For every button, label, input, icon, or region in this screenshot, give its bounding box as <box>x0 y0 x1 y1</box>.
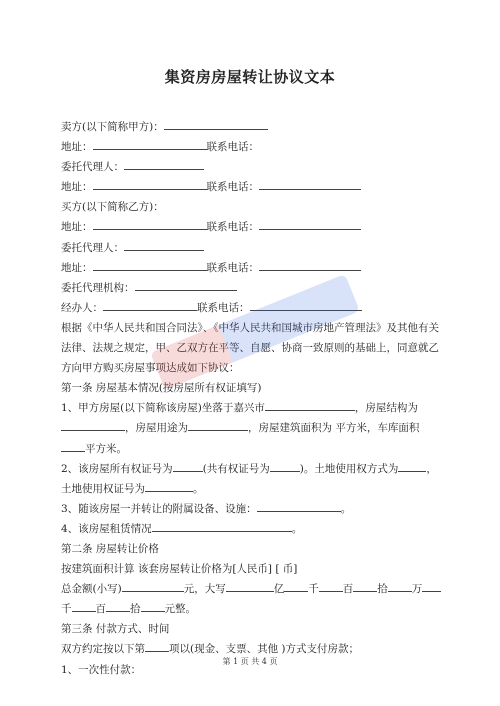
price-basis-line: 按建筑面积计算 该套房屋转让价格为[人民币] [ 币] <box>61 563 298 576</box>
blank[interactable] <box>270 460 300 472</box>
item-3: 3、随该房屋一并转让的附属设备、设施： 。 <box>61 499 441 519</box>
blank[interactable] <box>250 299 362 311</box>
article-2-heading: 第二条 房屋转让价格 <box>61 542 159 555</box>
blank[interactable] <box>422 580 441 592</box>
handler-line: 经办人： 联系电话： <box>61 298 441 318</box>
blank[interactable] <box>122 580 184 592</box>
blank[interactable] <box>257 500 341 512</box>
blank[interactable] <box>106 600 130 612</box>
blank[interactable] <box>141 600 165 612</box>
seller-line: 卖方(以下简称甲方)： <box>61 117 441 137</box>
total-amount-line: 总金额(小写) 元，大写 亿 千 百 拾 万 <box>61 579 441 599</box>
seller-blank[interactable] <box>164 118 268 130</box>
amount-words-line: 千 百 拾 元整。 <box>61 599 441 619</box>
seller-agent-address-line: 地址： 联系电话： <box>61 177 441 197</box>
item-4: 4、该房屋租赁情况 。 <box>61 519 441 539</box>
blank[interactable] <box>173 460 203 472</box>
blank[interactable] <box>61 419 97 431</box>
blank[interactable] <box>93 178 207 190</box>
blank[interactable] <box>388 580 412 592</box>
blank[interactable] <box>259 178 361 190</box>
blank[interactable] <box>265 399 355 411</box>
blank[interactable] <box>259 259 361 271</box>
preamble-paragraph: 根据《中华人民共和国合同法》、《中华人民共和国城市房地产管理法》及其他有关法律、法规之规定，甲、乙双方在平等、自愿、协商一致原则的基础上，同意就乙方向甲方购买房屋事项达成如下协议： <box>61 321 439 375</box>
lump-sum-line: 1、一次性付款： <box>61 663 142 676</box>
article-1-heading: 第一条 房屋基本情况(按房屋所有权证填写) <box>61 382 262 395</box>
blank[interactable] <box>188 419 248 431</box>
document-body <box>61 117 441 680</box>
blank[interactable] <box>152 520 292 532</box>
article-3-heading: 第三条 付款方式、时间 <box>61 623 170 636</box>
blank[interactable] <box>259 218 361 230</box>
blank[interactable] <box>124 239 204 251</box>
blank[interactable] <box>226 580 274 592</box>
blank[interactable] <box>145 480 193 492</box>
blank[interactable] <box>353 580 377 592</box>
page-footer: 第 1 页 共 4 页 <box>222 657 278 666</box>
blank[interactable] <box>145 640 169 652</box>
document-title: 集资房房屋转让协议文本 <box>164 68 336 86</box>
blank[interactable] <box>93 138 207 150</box>
payment-method-line: 双方约定按以下第 项以(现金、支票、其他 )方式支付房款； <box>61 639 441 659</box>
blank[interactable] <box>103 299 197 311</box>
blank[interactable] <box>319 580 343 592</box>
agency-line: 委托代理机构： <box>61 278 441 298</box>
blank[interactable] <box>72 600 96 612</box>
blank[interactable] <box>93 218 207 230</box>
blank[interactable] <box>61 440 85 452</box>
blank[interactable] <box>284 580 308 592</box>
blank[interactable] <box>97 419 125 431</box>
buyer-address-line: 地址： 联系电话： <box>61 217 441 237</box>
buyer-agent-address-line: 地址： 联系电话： <box>61 258 441 278</box>
buyer-line: 买方(以下简称乙方)： <box>61 201 164 214</box>
item-1: 1、甲方房屋(以下简称该房屋)坐落于嘉兴市 ，房屋结构为，房屋用途为 ，房屋建筑面积为 平方米，车库面积平方米。 <box>61 398 441 458</box>
buyer-agent-line: 委托代理人： <box>61 238 441 258</box>
blank[interactable] <box>398 460 426 472</box>
seller-address-line: 地址： 联系电话： <box>61 137 441 157</box>
blank[interactable] <box>135 279 237 291</box>
blank[interactable] <box>93 259 207 271</box>
item-2: 2、该房屋所有权证号为 (共有权证号为 )。土地使用权方式为 ，土地使用权证号为 。 <box>61 459 441 499</box>
seller-agent-line: 委托代理人： <box>61 157 441 177</box>
blank[interactable] <box>124 158 204 170</box>
